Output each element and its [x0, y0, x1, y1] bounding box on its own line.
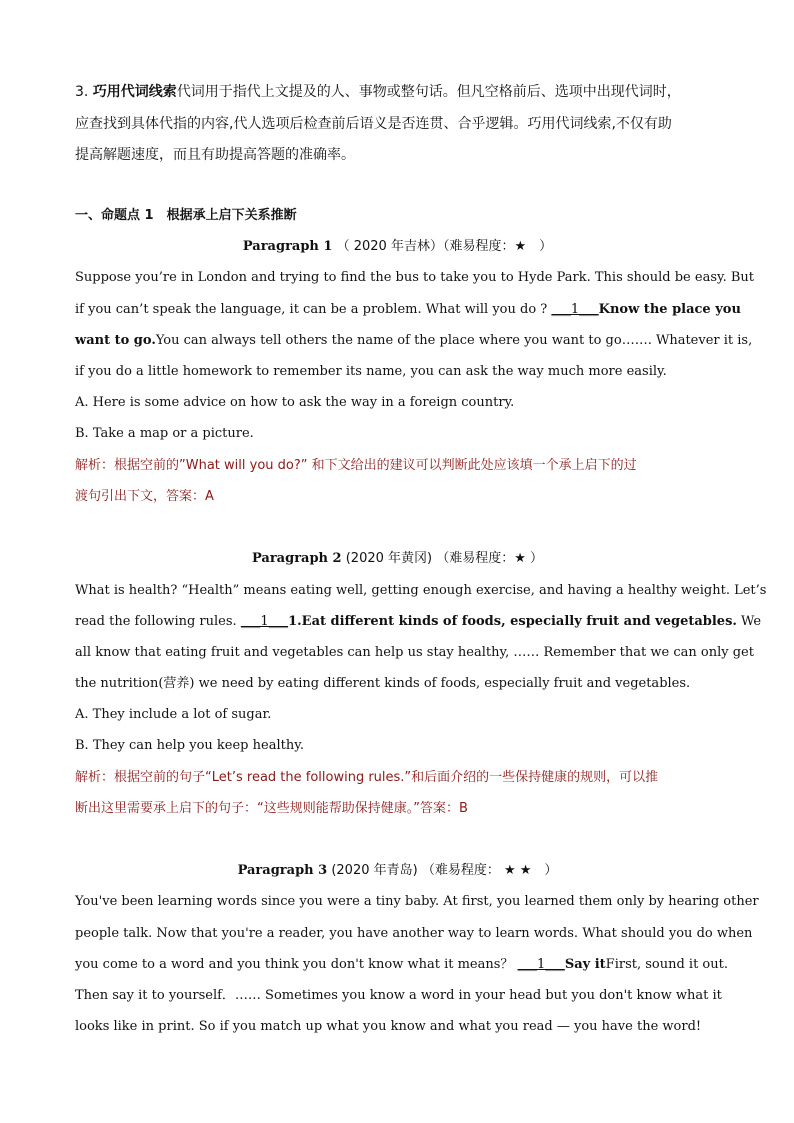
paragraph-1-text-2-pre: if you can’t speak the language, it can be a problem. What will you do ? — [75, 302, 552, 317]
section-heading: 一、命题点 1 根据承上启下关系推断 — [75, 208, 297, 223]
paragraph-2-analysis-1: 解析：根据空前的句子“Let’s read the following rules.”和后面介绍的一些保持健康的规则，可以推 — [75, 770, 659, 785]
paragraph-2-analysis-2: 断出这里需要承上启下的句子：“这些规则能帮助保持健康。”答案：B — [75, 801, 468, 816]
paragraph-2-text-2-pre: read the following rules. — [75, 614, 241, 629]
paragraph-3-text-3-post: First, sound it out. — [605, 957, 728, 972]
paragraph-1-text-1: Suppose you’re in London and trying to find the bus to take you to Hyde Park. This should be easy. But — [75, 270, 755, 285]
paragraph-1-answer-bold-cont: want to go. — [75, 333, 156, 348]
paragraph-2-text-2 — [75, 612, 762, 632]
paragraph-3-blank: ___1___ — [517, 957, 565, 972]
paragraph-3-answer-bold: Say it — [564, 957, 606, 972]
paragraph-3-text-4: Then say it to yourself．…… Sometimes you know a word in your head but you don't know what it — [75, 988, 722, 1003]
intro-line-1-rest: 代词用于指代上文提及的人、事物或整句话。但凡空格前后、选项中出现代词时， — [176, 84, 681, 100]
intro-number: 3. — [75, 84, 89, 100]
paragraph-2-blank: ___1___ — [240, 614, 289, 629]
paragraph-1-answer-bold: Know the place you — [598, 302, 741, 317]
paragraph-1-text-4: if you do a little homework to remember its name, you can ask the way much more easily. — [75, 364, 667, 379]
paragraph-1-analysis-1: 解析：根据空前的”What will you do?” 和下文给出的建议可以判断此处应该填一个承上启下的过 — [75, 458, 637, 473]
paragraph-3-title-meta: (2020 年青岛) （难易程度： ★ ★ ） — [331, 863, 558, 878]
paragraph-2-title-bold: Paragraph 2 — [251, 551, 342, 566]
paragraph-2-option-b: B. They can help you keep healthy. — [75, 738, 304, 753]
paragraph-3-text-2: people talk. Now that you're a reader, you have another way to learn words. What should you do when — [75, 926, 753, 941]
intro-line-2: 应查找到具体代指的内容,代人选项后检查前后语义是否连贯、合乎逻辑。巧用代词线索,不仅有助 — [75, 116, 672, 132]
paragraph-1-title — [75, 237, 720, 257]
paragraph-2-text-1: What is health? “Health” means eating well, getting enough exercise, and having a healthy weight. Let’s — [75, 583, 767, 598]
paragraph-2-text-3: all know that eating fruit and vegetables can help us stay healthy, …… Remember that we can only get — [75, 645, 754, 660]
paragraph-3-text-3 — [75, 955, 735, 975]
intro-line-3: 提高解题速度，而且有助提高答题的准确率。 — [75, 147, 355, 163]
paragraph-1-title-bold: Paragraph 1 — [242, 239, 333, 254]
paragraph-3-text-5: looks like in print. So if you match up what you know and what you read — you have the word! — [75, 1019, 702, 1034]
paragraph-1-text-3 — [75, 331, 753, 351]
paragraph-3-text-3-pre: you come to a word and you think you don't know what it means？ — [75, 957, 518, 972]
paragraph-1-text-2 — [75, 300, 741, 320]
paragraph-1-analysis-2: 渡句引出下文，答案：A — [75, 489, 214, 504]
paragraph-2-text-4: the nutrition(营养) we need by eating different kinds of foods, especially fruit and vegetables. — [75, 676, 691, 691]
paragraph-2-answer-bold: 1.Eat different kinds of foods, especially fruit and vegetables. — [288, 614, 737, 629]
paragraph-3-title-bold: Paragraph 3 — [237, 863, 328, 878]
paragraph-3-title — [75, 861, 720, 881]
paragraph-2-title-meta: (2020 年黄冈) （难易程度：★ ） — [345, 551, 544, 566]
paragraph-1-option-a: A. Here is some advice on how to ask the way in a foreign country. — [75, 395, 515, 410]
paragraph-1-text-3-rest: You can always tell others the name of the place where you want to go……. Whatever it is, — [155, 333, 753, 348]
intro-bold-title: 巧用代词线索 — [92, 84, 177, 100]
paragraph-3-text-1: You've been learning words since you were a tiny baby. At first, you learned them only by hearing other — [75, 894, 759, 909]
paragraph-2-title — [75, 549, 720, 569]
paragraph-1-blank: ___1___ — [551, 302, 599, 317]
paragraph-1-title-meta: （ 2020 年吉林）（难易程度：★ ） — [336, 239, 553, 254]
intro-line-1 — [75, 82, 735, 102]
paragraph-2-text-2-post: We — [736, 614, 762, 629]
paragraph-2-option-a: A. They include a lot of sugar. — [75, 707, 272, 722]
paragraph-1-option-b: B. Take a map or a picture. — [75, 426, 254, 441]
